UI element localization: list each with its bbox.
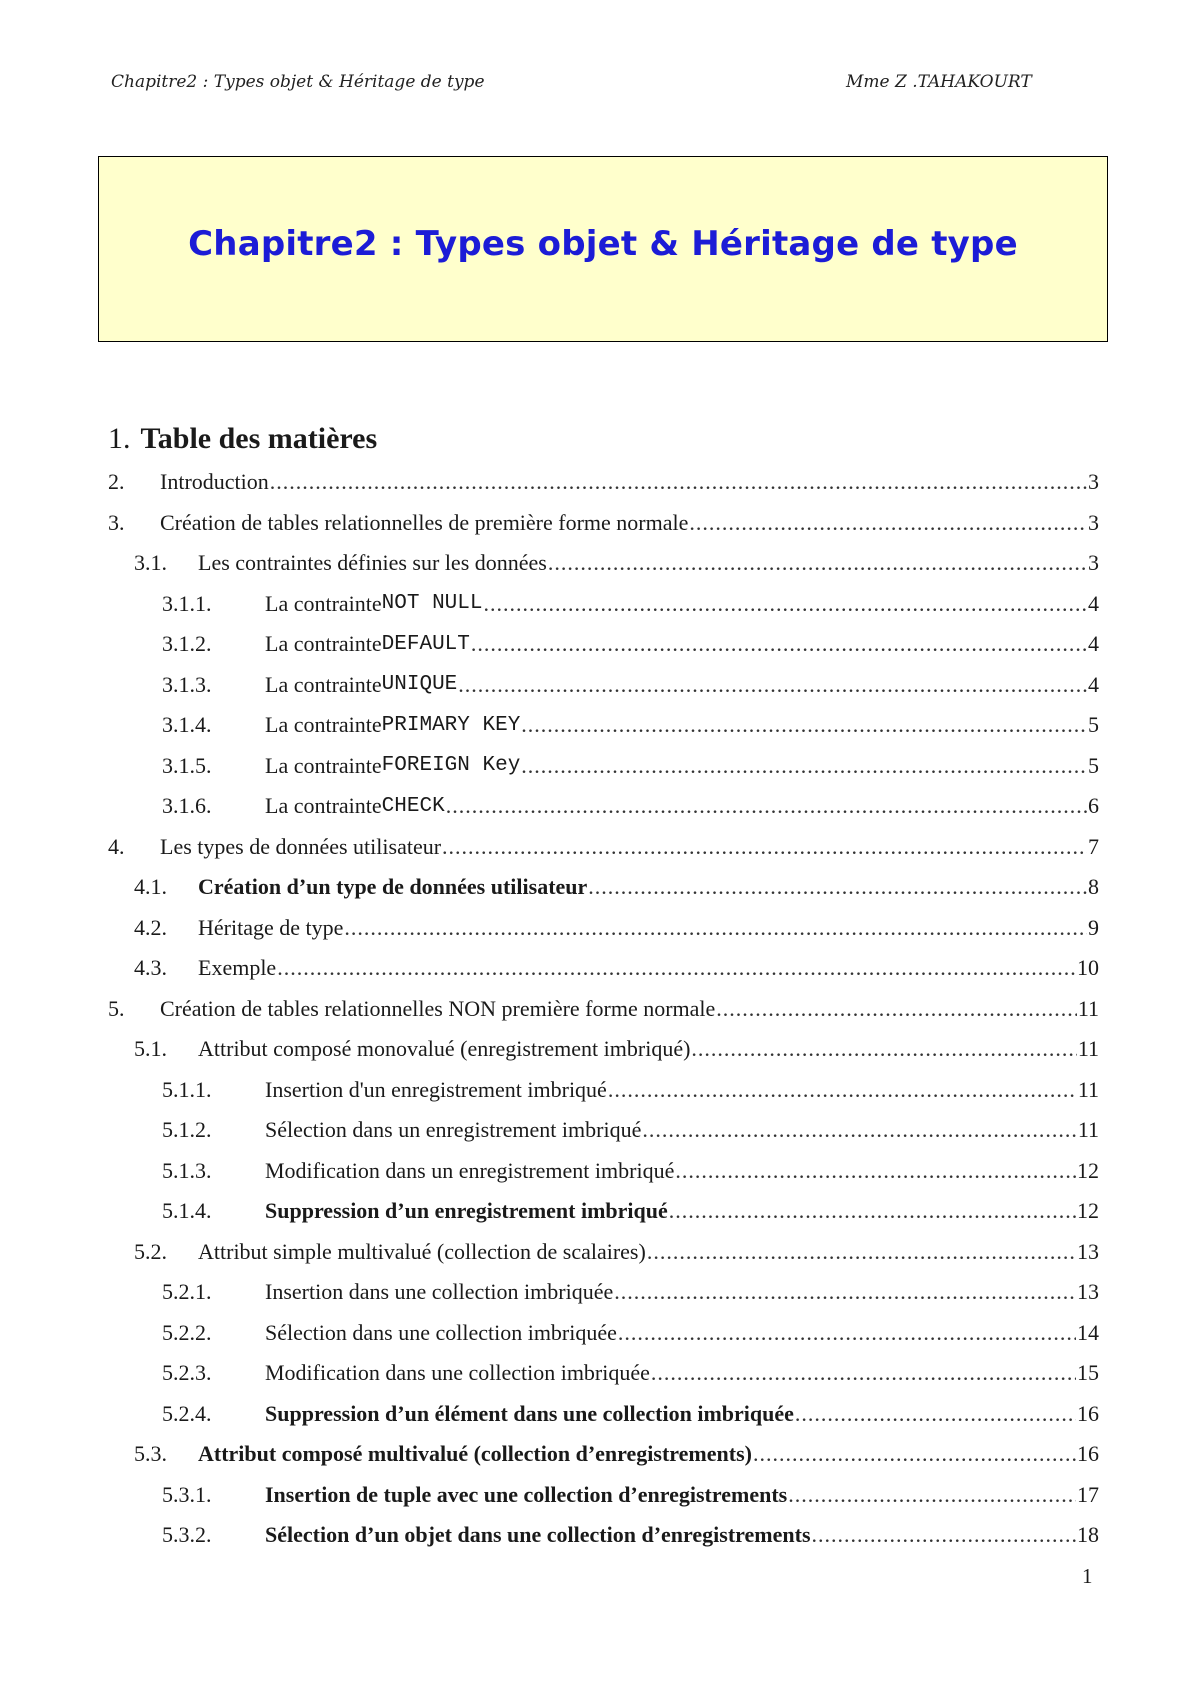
- toc-entry-number: 2.: [108, 469, 125, 495]
- toc-entry-page: 11: [1077, 995, 1099, 1021]
- dot-leader: [812, 1524, 1077, 1546]
- toc-entry-page: 6: [1088, 793, 1099, 819]
- toc-entry-page: 15: [1077, 1360, 1099, 1386]
- toc-entry[interactable]: [0, 1394, 1200, 1435]
- toc-entry-number: 5.1.4.: [162, 1198, 212, 1224]
- toc-entry-number: 3.1.4.: [162, 712, 212, 738]
- toc-entry-page: 18: [1077, 1522, 1099, 1548]
- toc-entry-code: PRIMARY KEY: [381, 713, 521, 737]
- toc-entry-number: 5.2.1.: [162, 1279, 212, 1305]
- toc-entry[interactable]: [0, 705, 1200, 746]
- toc-entry-code: DEFAULT: [381, 632, 470, 656]
- running-header-title: Chapitre2 : Types objet & Héritage de type: [111, 72, 485, 92]
- toc-entry-number: 5.1.3.: [162, 1157, 212, 1183]
- dot-leader: [691, 1038, 1076, 1060]
- dot-leader: [442, 836, 1087, 858]
- toc-entry-number: 3.1.: [134, 550, 167, 576]
- toc-entry-label: La contrainte: [265, 752, 382, 778]
- toc-entry-page: 16: [1077, 1400, 1099, 1426]
- toc-entry-number: 5.3.: [134, 1441, 167, 1467]
- toc-entry[interactable]: [0, 1110, 1200, 1151]
- toc-entry-page: 11: [1077, 1117, 1099, 1143]
- toc-entry[interactable]: [0, 584, 1200, 625]
- toc-entry-label: Modification dans un enregistrement imbriqué: [265, 1157, 675, 1183]
- toc-entry[interactable]: [0, 948, 1200, 989]
- dot-leader: [548, 552, 1087, 574]
- dot-leader: [675, 1160, 1076, 1182]
- toc-entry-label: Introduction: [160, 469, 269, 495]
- toc-entry-code: CHECK: [381, 794, 445, 818]
- toc-entry[interactable]: [0, 1475, 1200, 1516]
- toc-entry-label: Suppression d’un élément dans une collection imbriquée: [265, 1400, 794, 1426]
- toc-entry-page: 5: [1088, 712, 1099, 738]
- dot-leader: [458, 674, 1087, 696]
- dot-leader: [753, 1443, 1076, 1465]
- dot-leader: [647, 1241, 1076, 1263]
- toc-entry[interactable]: [0, 1434, 1200, 1475]
- toc-entry-page: 14: [1077, 1319, 1099, 1345]
- toc-entry-page: 8: [1088, 874, 1099, 900]
- toc-entry[interactable]: [0, 1232, 1200, 1273]
- toc-entry-page: 10: [1077, 955, 1099, 981]
- toc-entry[interactable]: [0, 1191, 1200, 1232]
- toc-entry-page: 7: [1088, 833, 1099, 859]
- toc-entry-page: 16: [1077, 1441, 1099, 1467]
- toc-entry[interactable]: [0, 1272, 1200, 1313]
- toc-entry-number: 3.1.5.: [162, 752, 212, 778]
- running-header-author: Mme Z .TAHAKOURT: [846, 72, 1032, 92]
- toc-entry-label: Attribut composé multivalué (collection d’enregistrements): [198, 1441, 752, 1467]
- dot-leader: [795, 1403, 1076, 1425]
- toc-entry-label: La contrainte: [265, 793, 382, 819]
- toc-entry-number: 4.3.: [134, 955, 167, 981]
- chapter-title-box: [98, 156, 1108, 342]
- dot-leader: [608, 1079, 1077, 1101]
- toc-entry[interactable]: [0, 867, 1200, 908]
- dot-leader: [669, 1200, 1076, 1222]
- toc-entry-page: 13: [1077, 1279, 1099, 1305]
- dot-leader: [642, 1119, 1076, 1141]
- toc-entry-label: Attribut simple multivalué (collection de scalaires): [198, 1238, 646, 1264]
- toc-entry-label: La contrainte: [265, 590, 382, 616]
- toc-entry-label: Exemple: [198, 955, 277, 981]
- toc-entry-number: 5.2.3.: [162, 1360, 212, 1386]
- toc-entry[interactable]: [0, 1353, 1200, 1394]
- toc-entry-number: 5.1.: [134, 1036, 167, 1062]
- toc-entry-page: 3: [1088, 469, 1099, 495]
- toc-entry-label: Héritage de type: [198, 914, 344, 940]
- toc-entry-page: 17: [1077, 1481, 1099, 1507]
- toc-heading-label: Table des matières: [140, 422, 378, 455]
- toc-entry-number: 3.1.1.: [162, 590, 212, 616]
- dot-leader: [651, 1362, 1076, 1384]
- page-number: 1: [1082, 1564, 1093, 1588]
- toc-entry-label: La contrainte: [265, 671, 382, 697]
- toc-entry[interactable]: [0, 827, 1200, 868]
- toc-entry-code: UNIQUE: [381, 673, 458, 697]
- toc-entry-number: 5.2.2.: [162, 1319, 212, 1345]
- toc-entry-number: 5.2.4.: [162, 1400, 212, 1426]
- toc-entry-label: Sélection dans un enregistrement imbriqué: [265, 1117, 642, 1143]
- toc-entry-number: 5.3.2.: [162, 1522, 212, 1548]
- toc-entry-page: 11: [1077, 1076, 1099, 1102]
- toc-entry[interactable]: [0, 1070, 1200, 1111]
- toc-entry-label: La contrainte: [265, 631, 382, 657]
- toc-entry-number: 5.2.: [134, 1238, 167, 1264]
- toc-entry[interactable]: [0, 503, 1200, 544]
- toc-entry-label: Création de tables relationnelles NON première forme normale: [160, 995, 716, 1021]
- dot-leader: [788, 1484, 1076, 1506]
- toc-entry[interactable]: [0, 543, 1200, 584]
- toc-entry-page: 5: [1088, 752, 1099, 778]
- toc-entry-code: FOREIGN Key: [381, 754, 521, 778]
- toc-entry-code: NOT NULL: [381, 592, 483, 616]
- toc-entry[interactable]: [0, 1515, 1200, 1556]
- toc-entry[interactable]: [0, 462, 1200, 503]
- toc-entry-label: Insertion dans une collection imbriquée: [265, 1279, 614, 1305]
- toc-entry[interactable]: [0, 1151, 1200, 1192]
- dot-leader: [689, 512, 1087, 534]
- toc-heading-number: 1.: [108, 422, 131, 455]
- dot-leader: [521, 714, 1087, 736]
- dot-leader: [484, 593, 1088, 615]
- toc-entry[interactable]: [0, 665, 1200, 706]
- toc-entry-label: Modification dans une collection imbriquée: [265, 1360, 650, 1386]
- toc-entry-page: 13: [1077, 1238, 1099, 1264]
- toc-entry-label: Les types de données utilisateur: [160, 833, 442, 859]
- toc-entry-page: 12: [1077, 1157, 1099, 1183]
- toc-entry-label: Insertion d'un enregistrement imbriqué: [265, 1076, 607, 1102]
- toc-entry-page: 4: [1088, 671, 1099, 697]
- dot-leader: [521, 755, 1087, 777]
- toc-entry[interactable]: [0, 1313, 1200, 1354]
- chapter-title: Chapitre2 : Types objet & Héritage de type: [188, 224, 1018, 264]
- toc-entry[interactable]: [0, 1029, 1200, 1070]
- dot-leader: [344, 917, 1087, 939]
- toc-entry-label: La contrainte: [265, 712, 382, 738]
- table-of-contents: [0, 462, 1200, 1556]
- toc-entry-label: Création d’un type de données utilisateur: [198, 874, 588, 900]
- toc-entry-page: 9: [1088, 914, 1099, 940]
- toc-entry[interactable]: [0, 908, 1200, 949]
- toc-entry-number: 5.: [108, 995, 125, 1021]
- toc-entry-label: Attribut composé monovalué (enregistrement imbriqué): [198, 1036, 691, 1062]
- toc-entry[interactable]: [0, 746, 1200, 787]
- toc-entry-page: 11: [1077, 1036, 1099, 1062]
- dot-leader: [270, 471, 1087, 493]
- toc-entry-label: Sélection d’un objet dans une collection d’enregistrements: [265, 1522, 811, 1548]
- toc-entry-page: 4: [1088, 590, 1099, 616]
- dot-leader: [277, 957, 1076, 979]
- toc-entry-label: Création de tables relationnelles de première forme normale: [160, 509, 689, 535]
- toc-entry-number: 5.1.2.: [162, 1117, 212, 1143]
- dot-leader: [588, 876, 1087, 898]
- toc-entry-number: 3.1.6.: [162, 793, 212, 819]
- toc-entry-page: 12: [1077, 1198, 1099, 1224]
- dot-leader: [614, 1281, 1076, 1303]
- toc-entry-page: 4: [1088, 631, 1099, 657]
- dot-leader: [471, 633, 1087, 655]
- toc-entry-page: 3: [1088, 509, 1099, 535]
- toc-entry[interactable]: [0, 786, 1200, 827]
- toc-entry-number: 3.1.2.: [162, 631, 212, 657]
- toc-entry-number: 5.1.1.: [162, 1076, 212, 1102]
- toc-entry-page: 3: [1088, 550, 1099, 576]
- toc-entry-number: 3.: [108, 509, 125, 535]
- dot-leader: [446, 795, 1087, 817]
- dot-leader: [716, 998, 1077, 1020]
- toc-entry-number: 5.3.1.: [162, 1481, 212, 1507]
- toc-entry-number: 4.: [108, 833, 125, 859]
- toc-entry-number: 4.2.: [134, 914, 167, 940]
- toc-entry-label: Sélection dans une collection imbriquée: [265, 1319, 617, 1345]
- toc-entry[interactable]: [0, 989, 1200, 1030]
- toc-entry-number: 3.1.3.: [162, 671, 212, 697]
- dot-leader: [618, 1322, 1076, 1344]
- toc-entry[interactable]: [0, 624, 1200, 665]
- toc-entry-label: Les contraintes définies sur les données: [198, 550, 547, 576]
- toc-heading: [108, 422, 377, 456]
- toc-entry-number: 4.1.: [134, 874, 167, 900]
- toc-entry-label: Insertion de tuple avec une collection d’enregistrements: [265, 1481, 788, 1507]
- toc-entry-label: Suppression d’un enregistrement imbriqué: [265, 1198, 668, 1224]
